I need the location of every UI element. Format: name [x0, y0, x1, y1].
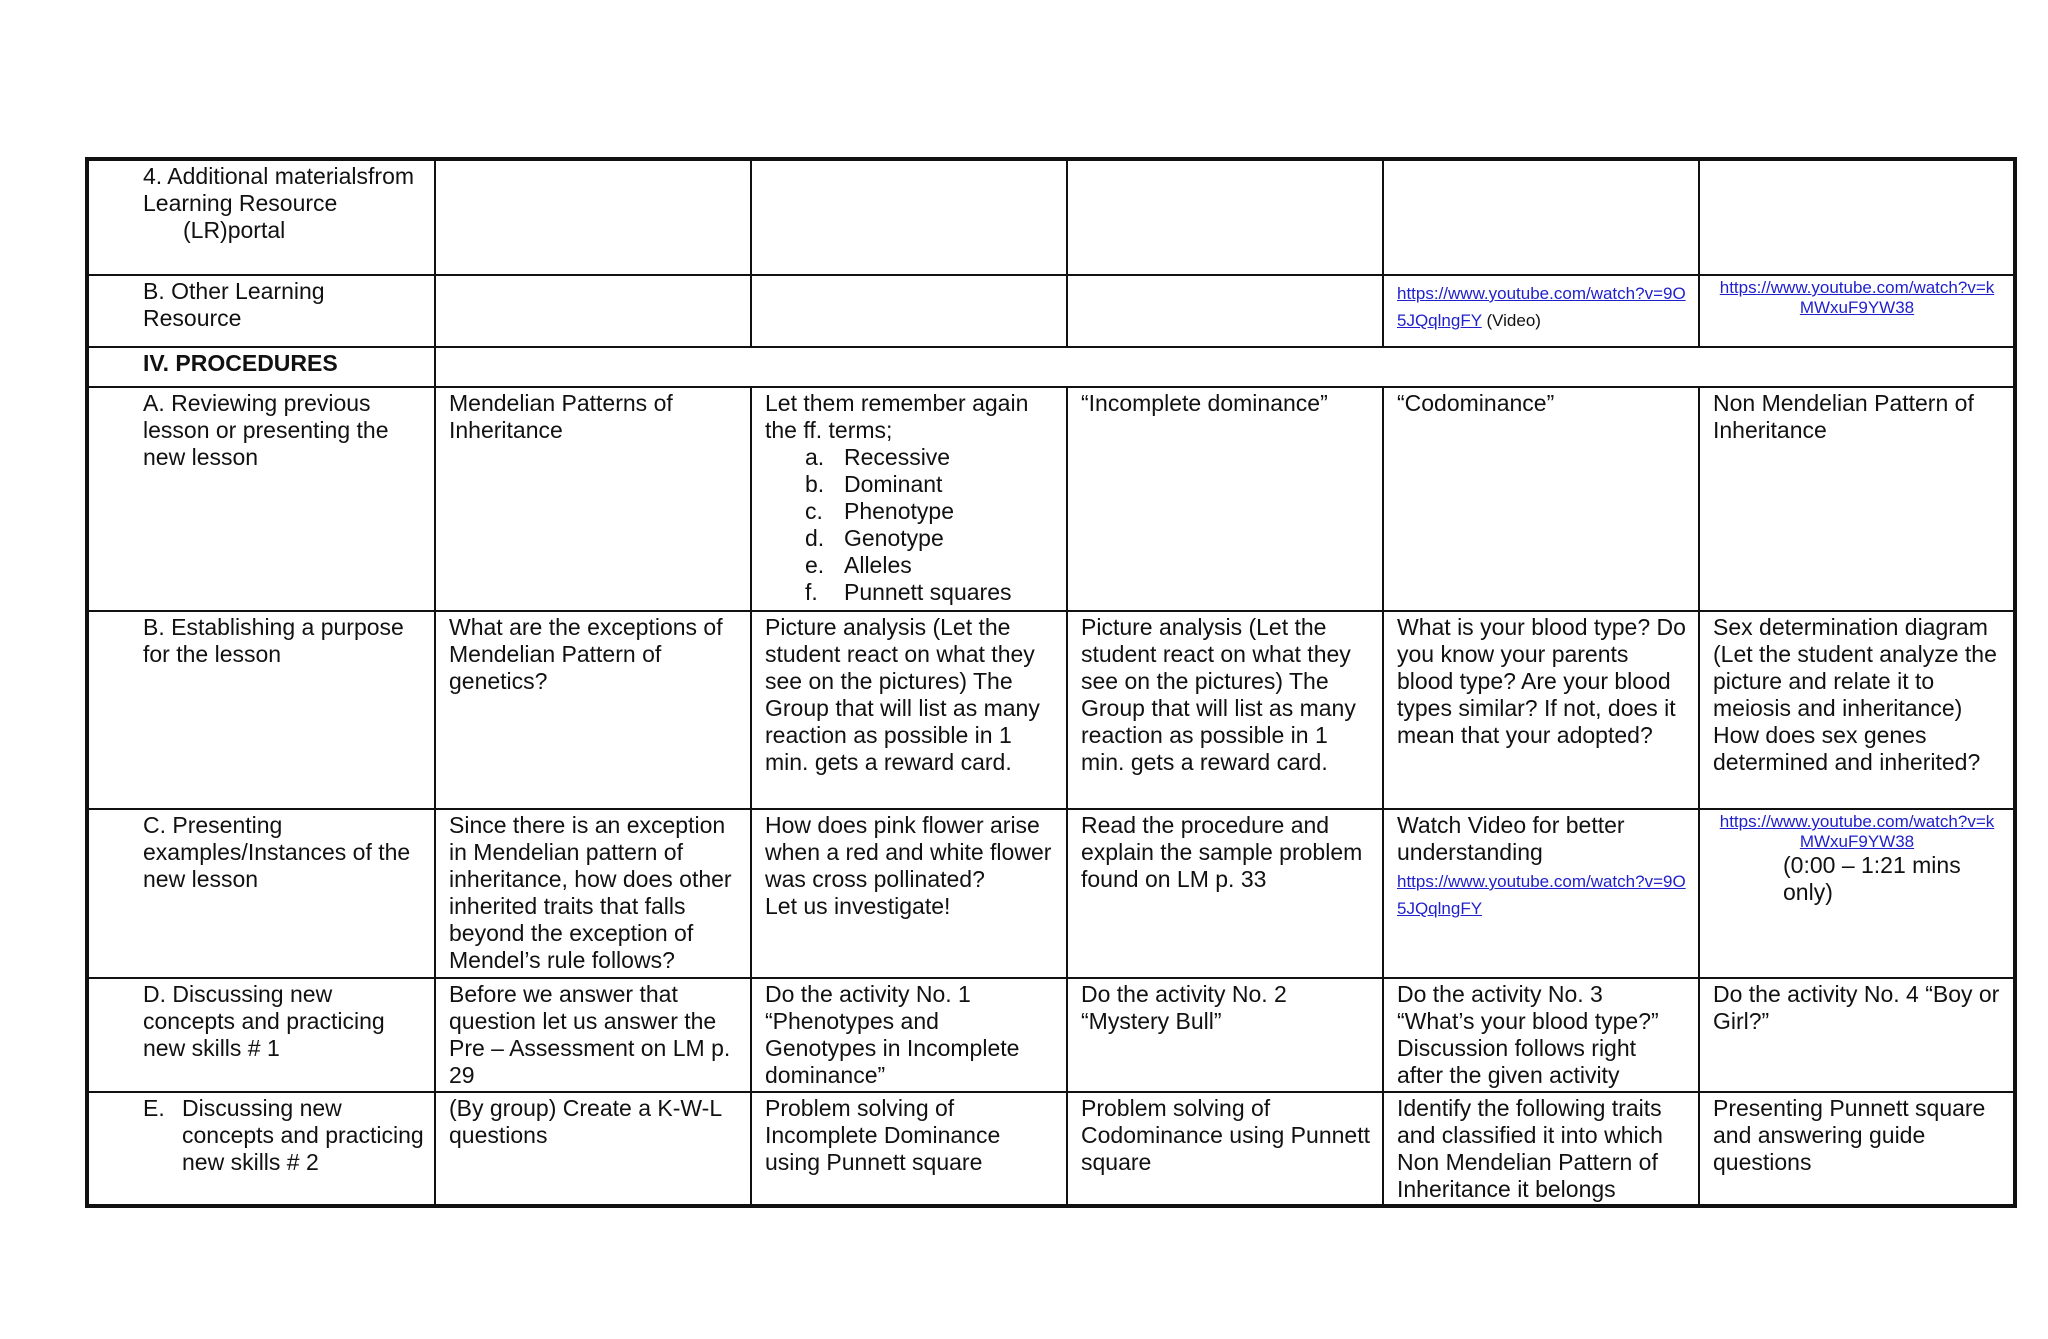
video-link-sex-genes[interactable]: https://www.youtube.com/watch?v=kMWxuF9YW38: [1719, 812, 1995, 851]
presenting-day4-text: Watch Video for better understanding: [1397, 812, 1625, 865]
purpose-day1: What are the exceptions of Mendelian Pattern of genetics?: [435, 611, 751, 809]
row-procedures: [87, 347, 2015, 387]
list-item: b. Dominant: [805, 471, 943, 497]
other-resource-label: B. Other Learning Resource: [87, 275, 435, 347]
row-other-resource: [87, 275, 2015, 347]
purpose-day3: Picture analysis (Let the student react on what they see on the pictures) The Group that will list as many reaction as possible in 1 min. gets a reward card.: [1067, 611, 1383, 809]
procedures-empty: [435, 347, 2015, 387]
terms-intro: Let them remember again the ff. terms;: [765, 390, 1029, 443]
additional-materials-day3: [1067, 159, 1383, 275]
discussing2-day4: Identify the following traits and classified it into which Non Mendelian Pattern of Inheritance it belongs: [1383, 1092, 1699, 1206]
additional-materials-day4: [1383, 159, 1699, 275]
reviewing-label: A. Reviewing previous lesson or presenting the new lesson: [87, 387, 435, 611]
lesson-plan-table: [85, 157, 2017, 1208]
other-resource-day4: [1383, 275, 1699, 347]
discussing2-day1: (By group) Create a K-W-L questions: [435, 1092, 751, 1206]
reviewing-day1: Mendelian Patterns of Inheritance: [435, 387, 751, 611]
discussing1-day3: Do the activity No. 2 “Mystery Bull”: [1067, 978, 1383, 1092]
discussing2-day2: Problem solving of Incomplete Dominance using Punnett square: [751, 1092, 1067, 1206]
row-reviewing: [87, 387, 2015, 611]
purpose-day5: Sex determination diagram (Let the student analyze the picture and relate it to meiosis and inheritance) How does sex genes determined and inherited?: [1699, 611, 2015, 809]
presenting-day4: [1383, 809, 1699, 978]
reviewing-day3: “Incomplete dominance”: [1067, 387, 1383, 611]
discussing2-marker: E.: [143, 1095, 165, 1121]
presenting-day2-question: How does pink flower arise when a red and white flower was cross pollinated?: [765, 812, 1052, 892]
other-resource-day5: [1699, 275, 2015, 347]
procedures-heading: IV. PROCEDURES: [87, 347, 435, 387]
list-item: c. Phenotype: [805, 498, 954, 524]
discussing1-day5: Do the activity No. 4 “Boy or Girl?”: [1699, 978, 2015, 1092]
discussing2-day3: Problem solving of Codominance using Punnett square: [1067, 1092, 1383, 1206]
presenting-day3: Read the procedure and explain the sample problem found on LM p. 33: [1067, 809, 1383, 978]
discussing2-day5: Presenting Punnett square and answering guide questions: [1699, 1092, 2015, 1206]
discussing2-label: [87, 1092, 435, 1206]
additional-materials-day5: [1699, 159, 2015, 275]
row-discussing-1: [87, 978, 2015, 1092]
additional-materials-day1: [435, 159, 751, 275]
reviewing-day4: “Codominance”: [1383, 387, 1699, 611]
row-discussing-2: [87, 1092, 2015, 1206]
list-item: f. Punnett squares: [805, 579, 1012, 605]
video-time-note: (0:00 – 1:21 mins only): [1783, 852, 1961, 905]
presenting-day2: [751, 809, 1067, 978]
purpose-label: B. Establishing a purpose for the lesson: [87, 611, 435, 809]
list-item: e. Alleles: [805, 552, 912, 578]
discussing1-day2: Do the activity No. 1 “Phenotypes and Genotypes in Incomplete dominance”: [751, 978, 1067, 1092]
list-item: d. Genotype: [805, 525, 944, 551]
additional-materials-day2: [751, 159, 1067, 275]
video-suffix: (Video): [1481, 311, 1541, 330]
purpose-day4: What is your blood type? Do you know your parents blood type? Are your blood types similar? If not, does it mean that your adopted?: [1383, 611, 1699, 809]
video-link-codominance[interactable]: https://www.youtube.com/watch?v=9O5JQqlngFY: [1397, 284, 1686, 330]
discussing1-day1: Before we answer that question let us answer the Pre – Assessment on LM p. 29: [435, 978, 751, 1092]
presenting-day1: Since there is an exception in Mendelian pattern of inheritance, how does other inherited traits that falls beyond the exception of Mendel’s rule follows?: [435, 809, 751, 978]
list-item: a. Recessive: [805, 444, 951, 470]
presenting-day5: [1699, 809, 2015, 978]
row-purpose: [87, 611, 2015, 809]
video-link-sex-determination[interactable]: https://www.youtube.com/watch?v=kMWxuF9YW38: [1719, 278, 1995, 317]
video-link-blood-type[interactable]: https://www.youtube.com/watch?v=9O5JQqlngFY: [1397, 872, 1686, 918]
presenting-label: C. Presenting examples/Instances of the new lesson: [87, 809, 435, 978]
discussing2-text: Discussing new concepts and practicing new skills # 2: [182, 1095, 424, 1175]
discussing1-label: D. Discussing new concepts and practicing new skills # 1: [87, 978, 435, 1092]
additional-materials-label-line1: 4. Additional materialsfrom Learning Resource: [143, 163, 415, 216]
reviewing-day5: Non Mendelian Pattern of Inheritance: [1699, 387, 2015, 611]
reviewing-day2: [751, 387, 1067, 611]
row-presenting: [87, 809, 2015, 978]
terms-list: [765, 444, 1054, 606]
purpose-day2: Picture analysis (Let the student react on what they see on the pictures) The Group that will list as many reaction as possible in 1 min. gets a reward card.: [751, 611, 1067, 809]
other-resource-day3: [1067, 275, 1383, 347]
additional-materials-label-line2: (LR)portal: [183, 217, 286, 243]
presenting-day2-prompt: Let us investigate!: [765, 893, 951, 919]
other-resource-day2: [751, 275, 1067, 347]
additional-materials-label: [87, 159, 435, 275]
row-additional-materials: [87, 159, 2015, 275]
discussing1-day4: Do the activity No. 3 “What’s your blood type?” Discussion follows right after the given activity: [1383, 978, 1699, 1092]
other-resource-day1: [435, 275, 751, 347]
